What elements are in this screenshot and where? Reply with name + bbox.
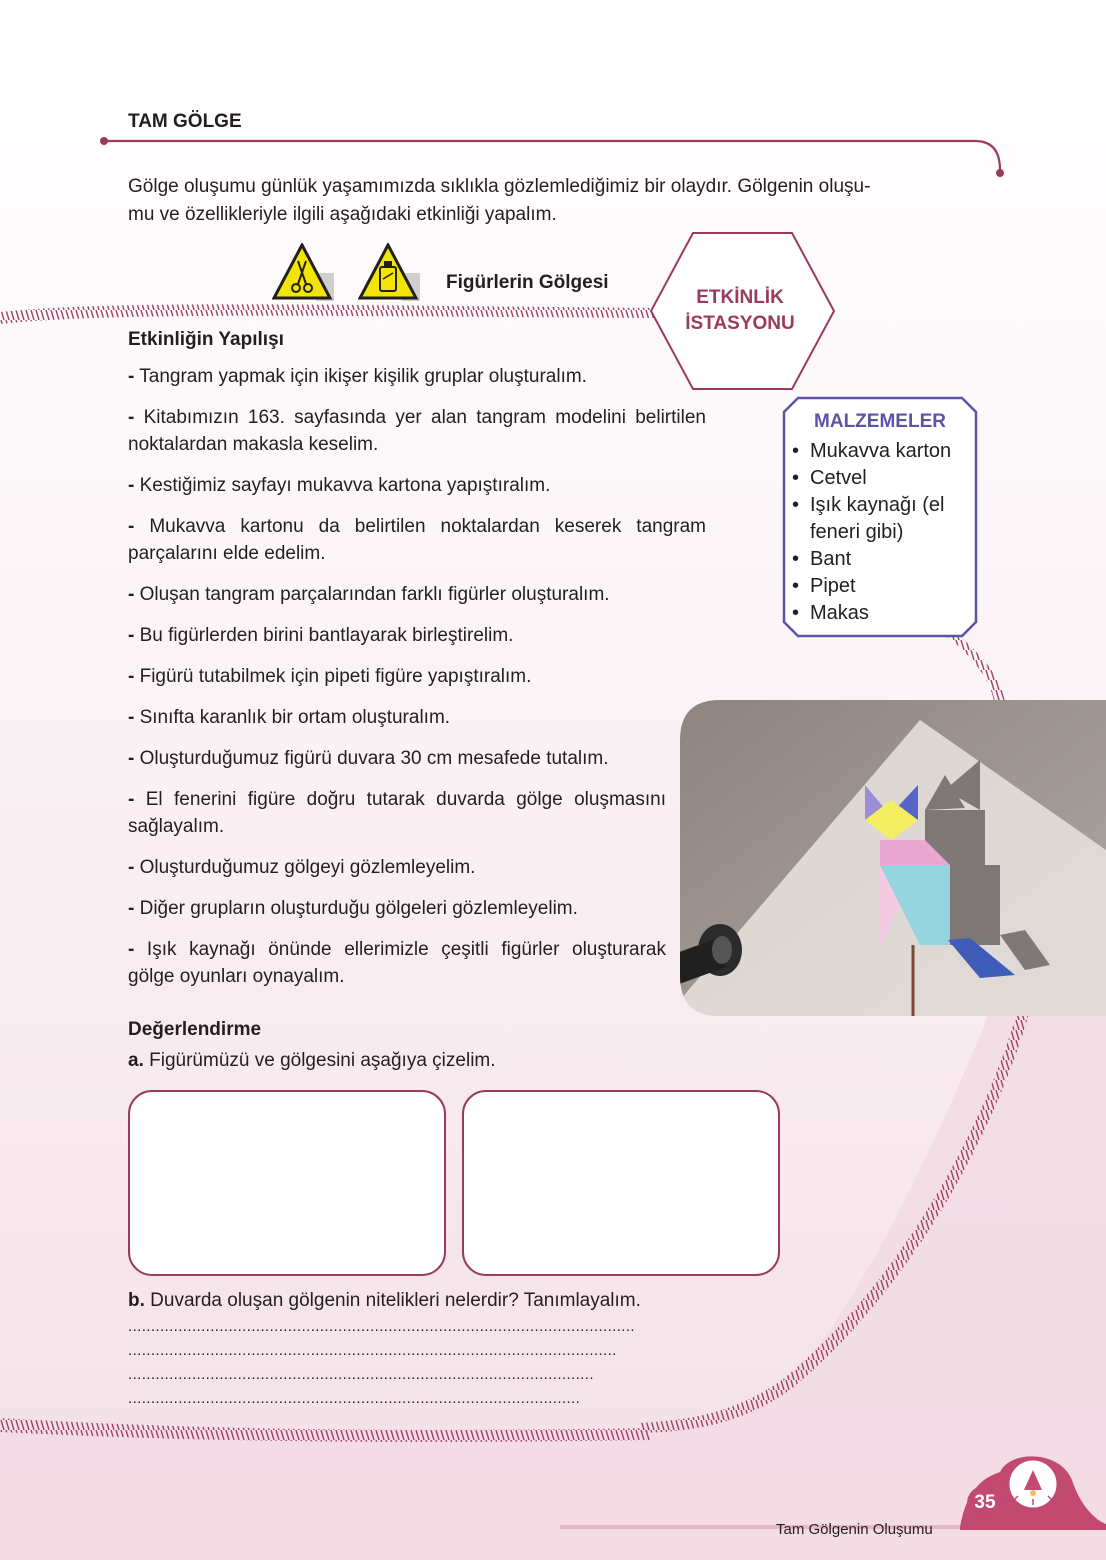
question-b-label: b. — [128, 1290, 145, 1311]
glue-warning-icon — [358, 243, 420, 301]
station-label — [650, 285, 830, 337]
step-dash: - — [128, 666, 135, 687]
step-item — [128, 936, 666, 990]
step-item — [128, 663, 668, 690]
step-text: Oluşturduğumuz figürü duvara 30 cm mesafede tutalım. — [139, 748, 609, 769]
step-dash: - — [128, 366, 135, 387]
step-text: Kestiğimiz sayfayı mukavva kartona yapıştıralım. — [139, 475, 551, 496]
step-item — [128, 404, 706, 458]
question-b — [128, 1290, 641, 1312]
step-text: Işık kaynağı önünde ellerimizle çeşitli figürler oluşturarak gölge oyunları oynayalım. — [128, 939, 666, 987]
title-underline — [104, 141, 1000, 172]
procedure-steps — [128, 363, 706, 1004]
step-text: Oluşturduğumuz gölgeyi gözlemleyelim. — [139, 857, 476, 878]
intro-line-2: mu ve özellikleriyle ilgili aşağıdaki etkinliği yapalım. — [128, 204, 557, 225]
materials-title: MALZEMELER — [814, 411, 946, 432]
tangram-shadow-photo — [680, 700, 1106, 1016]
step-dash: - — [128, 939, 135, 960]
step-item — [128, 363, 706, 390]
figure-drawing-box[interactable] — [128, 1090, 446, 1276]
answer-line[interactable]: ................................................................................................... — [128, 1390, 581, 1407]
step-item — [128, 854, 666, 881]
materials-item: • Işık kaynağı (el feneri gibi) — [790, 492, 976, 546]
step-text: Kitabımızın 163. sayfasında yer alan tangram modelini belirtilen noktalardan makasla keselim. — [128, 407, 706, 455]
materials-list — [790, 438, 976, 627]
evaluation-title: Değerlendirme — [128, 1019, 262, 1040]
step-text: Oluşan tangram parçalarından farklı figürler oluşturalım. — [139, 584, 610, 605]
step-dash: - — [128, 475, 135, 496]
step-dash: - — [128, 625, 135, 646]
step-item — [128, 786, 666, 840]
step-text: Mukavva kartonu da belirtilen noktalardan keserek tangram parçalarını elde edelim. — [128, 516, 706, 564]
question-a-label: a. — [128, 1050, 144, 1071]
step-text: Diğer grupların oluşturduğu gölgeleri gözlemleyelim. — [139, 898, 578, 919]
step-item — [128, 622, 668, 649]
step-item — [128, 895, 666, 922]
step-item — [128, 581, 706, 608]
answer-line[interactable]: ............................................................................................................... — [128, 1318, 635, 1335]
question-a-text: Figürümüzü ve gölgesini aşağıya çizelim. — [149, 1050, 496, 1071]
step-text: Tangram yapmak için ikişer kişilik gruplar oluşturalım. — [139, 366, 587, 387]
step-item — [128, 513, 706, 567]
step-dash: - — [128, 898, 135, 919]
answer-line[interactable]: ...................................................................................................... — [128, 1366, 594, 1383]
step-text: Sınıfta karanlık bir ortam oluşturalım. — [139, 707, 451, 728]
step-dash: - — [128, 516, 135, 537]
materials-item: • Cetvel — [790, 465, 976, 492]
materials-item: • Makas — [790, 600, 976, 627]
procedure-title: Etkinliğin Yapılışı — [128, 329, 284, 350]
question-b-text: Duvarda oluşan gölgenin nitelikleri nelerdir? Tanımlayalım. — [150, 1290, 641, 1311]
step-dash: - — [128, 789, 135, 810]
intro-paragraph — [128, 173, 978, 229]
question-a — [128, 1050, 496, 1072]
step-dash: - — [128, 748, 135, 769]
station-label-line-1: ETKİNLİK — [696, 287, 784, 308]
step-item — [128, 704, 668, 731]
chapter-title: Tam Gölgenin Oluşumu — [776, 1521, 933, 1538]
step-item — [128, 745, 666, 772]
step-item — [128, 472, 706, 499]
page-number: 35 — [974, 1492, 996, 1513]
answer-line[interactable]: ........................................................................................................... — [128, 1342, 617, 1359]
step-text: Bu figürlerden birini bantlayarak birleştirelim. — [139, 625, 514, 646]
step-dash: - — [128, 707, 135, 728]
materials-item: • Pipet — [790, 573, 976, 600]
step-text: El fenerini figüre doğru tutarak duvarda gölge oluşmasını sağlayalım. — [128, 789, 666, 837]
materials-item: • Mukavva karton — [790, 438, 976, 465]
step-dash: - — [128, 584, 135, 605]
intro-line-1: Gölge oluşumu günlük yaşamımızda sıklıkla gözlemlediğimiz bir olaydır. Gölgenin oluşu- — [128, 176, 871, 197]
scissors-warning-icon — [272, 243, 334, 301]
activity-title: Figürlerin Gölgesi — [446, 272, 609, 293]
station-label-line-2: İSTASYONU — [685, 313, 795, 334]
section-title: TAM GÖLGE — [128, 111, 242, 132]
step-text: Figürü tutabilmek için pipeti figüre yapıştıralım. — [139, 666, 532, 687]
shadow-drawing-box[interactable] — [462, 1090, 780, 1276]
step-dash: - — [128, 857, 135, 878]
materials-item: • Bant — [790, 546, 976, 573]
step-dash: - — [128, 407, 135, 428]
top-hatch-band — [0, 304, 660, 324]
